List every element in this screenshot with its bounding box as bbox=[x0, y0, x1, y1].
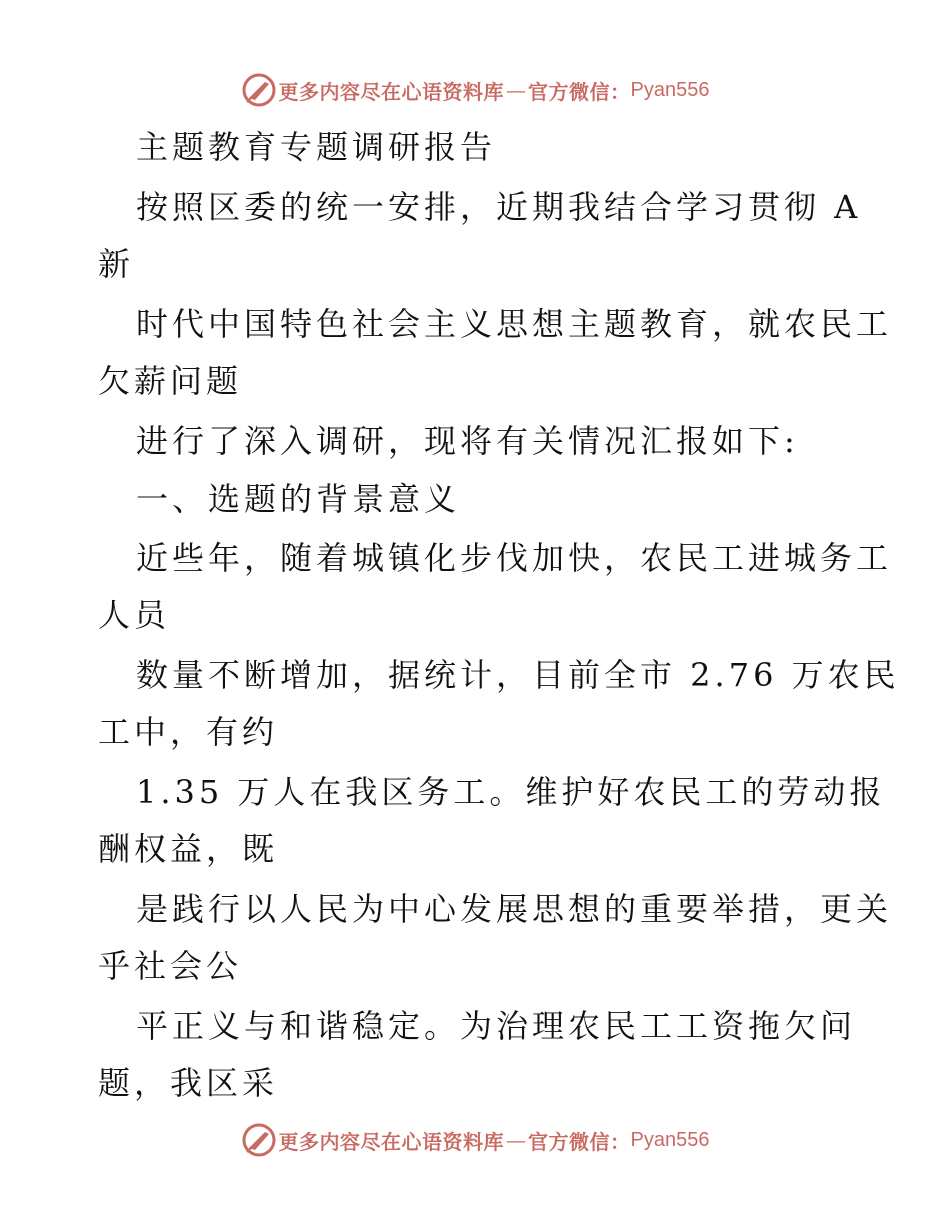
paragraph-line: 欠薪问题 bbox=[98, 362, 243, 400]
paragraph-line: 时代中国特色社会主义思想主题教育，就农民工 bbox=[136, 305, 893, 343]
watermark-text: 更多内容尽在心语资料库 bbox=[278, 79, 505, 104]
quill-pen-circle-icon bbox=[241, 1122, 277, 1158]
watermark-account-label: 官方微信： bbox=[528, 79, 631, 104]
paragraph-line: 工中，有约 bbox=[98, 713, 279, 751]
paragraph-line: 按照区委的统一安排，近期我结合学习贯彻 A bbox=[136, 188, 862, 226]
paragraph-line: 数量不断增加，据统计，目前全市 2.76 万农民 bbox=[136, 656, 900, 694]
paragraph-line: 酬权益，既 bbox=[98, 830, 279, 868]
watermark-account-label: 官方微信： bbox=[528, 1129, 631, 1154]
paragraph-line: 新 bbox=[98, 245, 135, 283]
paragraph-line: 1.35 万人在我区务工。维护好农民工的劳动报 bbox=[136, 773, 886, 811]
paragraph-line: 乎社会公 bbox=[98, 947, 243, 985]
section-heading: 一、选题的背景意义 bbox=[136, 480, 461, 518]
watermark-account: Pyan556 bbox=[630, 78, 710, 101]
paragraph-line: 近些年，随着城镇化步伐加快，农民工进城务工 bbox=[136, 539, 893, 577]
watermark-dash: — bbox=[506, 78, 527, 102]
paragraph-line: 进行了深入调研，现将有关情况汇报如下: bbox=[136, 422, 799, 460]
paragraph-line: 是践行以人民为中心发展思想的重要举措，更关 bbox=[136, 890, 893, 928]
paragraph-line: 人员 bbox=[98, 596, 171, 634]
watermark-account: Pyan556 bbox=[630, 1128, 710, 1151]
watermark-dash: — bbox=[506, 1128, 527, 1152]
watermark-text: 更多内容尽在心语资料库 bbox=[278, 1129, 505, 1154]
watermark-banner-bottom bbox=[0, 1118, 950, 1162]
paragraph-line: 题，我区采 bbox=[98, 1064, 279, 1102]
paragraph-line: 平正义与和谐稳定。为治理农民工工资拖欠问 bbox=[136, 1007, 857, 1045]
document-title: 主题教育专题调研报告 bbox=[136, 128, 497, 166]
